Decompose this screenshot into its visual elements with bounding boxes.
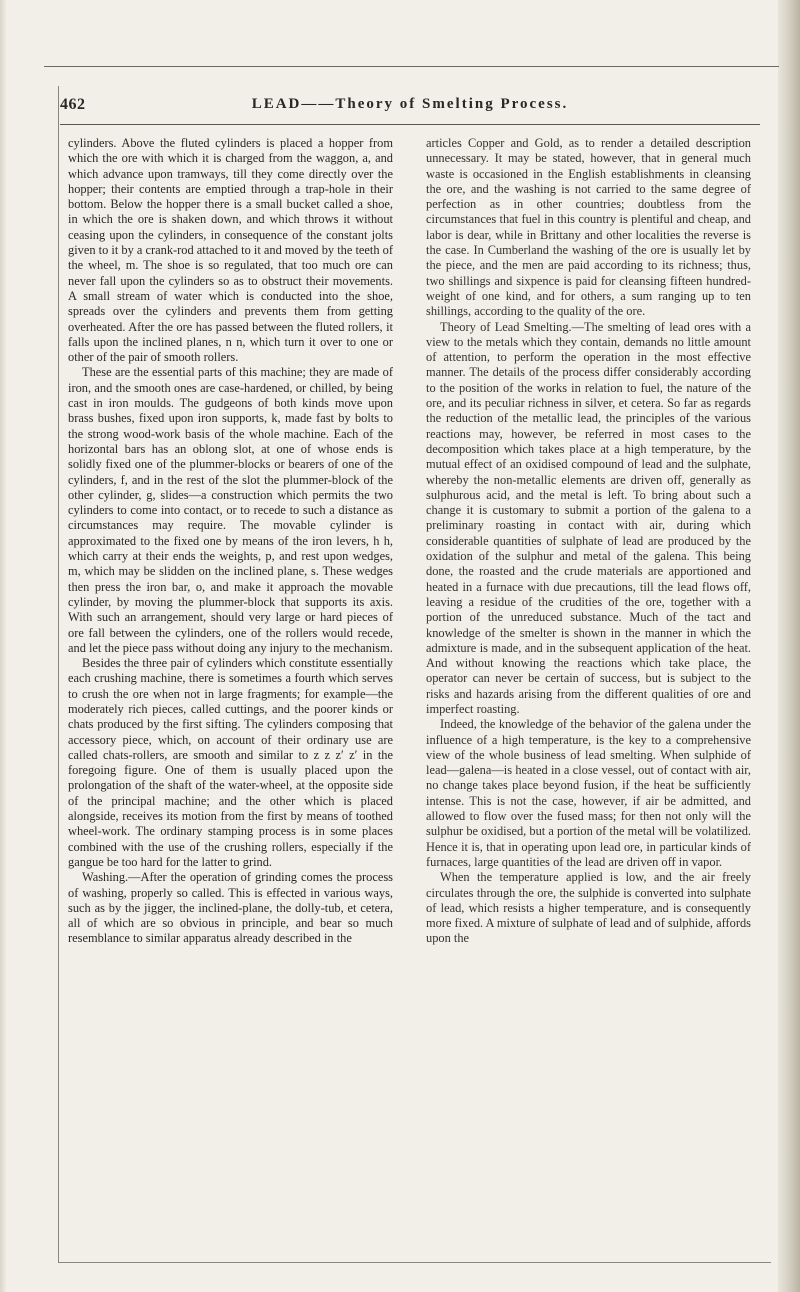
right-paragraph-2: Theory of Lead Smelting.—The smelting of lead ores with a view to the metals which they contain, demands no little amount of attention, to perform the operation in the most effective manner. The details of the process differ considerably according to the position of the works in relation to fuel, the nature of the ore, and its peculiar richness in silver, et cetera. So far as regards the reduction of the metallic lead, the principles of the various reactions may, however, be referred in most cases to the decomposition which takes place at a high temperature, by the mutual effect of an oxidised compound of lead and the sulphate, whereby the non-metallic elements are driven off, generally as sulphurous acid, and the metal is left. To bring about such a change it is customary to submit a portion of the galena to a preliminary roasting in contact with air, during which considerable quantities of sulphate of lead are produced by the oxidation of the sulphur and metal of the galena. This being done, the roasted and the crude materials are apportioned and heated in a furnace with due precautions, till the lead flows off, leaving a residue of the crudities of the ore, together with a portion of the unreduced substance. Much of the tact and knowledge of the smelter is shown in the manner in which the admixture is made, and in the subsequent application of the heat. And without knowing the reactions which take place, the operator can never be certain of success, but is subject to the risks and hazards arising from the different qualities of ore and imperfect roasting.	[426, 319, 751, 716]
right-paragraph-1: articles Copper and Gold, as to render a detailed description unnecessary. It may be stated, however, that in general much waste is occasioned in the English establishments in cleansing the ore, and the washing is not carried to the same degree of perfection as in other countries; doubtless from the circumstances that fuel in this country is plentiful and cheap, and labor is dear, while in Brittany and other localities the reverse is the case. In Cumberland the washing of the ore is usually let by the piece, and the men are paid according to its richness; thus, two shillings and sixpence is paid for cleansing fifteen hundred-weight of one kind, and for others, a sum ranging up to ten shillings, according to the quality of the ore.	[426, 136, 751, 319]
scan-edge-right	[778, 0, 800, 1292]
left-paragraph-1: cylinders. Above the fluted cylinders is placed a hopper from which the ore with which it is charged from the waggon, a, and which advance upon tramways, till they come directly over the hopper; their contents are emptied through a trap-hole in their bottom. Below the hopper there is a small bucket called a shoe, in which the ore is shaken down, and which throws it without ceasing upon the cylinders, in consequence of the constant jolts given to it by a crank-rod attached to it and moved by the teeth of the wheel, m. The shoe is so regulated, that too much ore can never fall upon the cylinders so as to obstruct their movements. A small stream of water which is conducted into the shoe, spreads over the cylinders and prevents them from getting overheated. After the ore has passed between the fluted rollers, it falls upon the inclined planes, n n, which turn it over to one or other of the pair of smooth rollers.	[68, 136, 393, 365]
right-column	[426, 136, 751, 947]
running-head: LEAD——Theory of Smelting Process.	[251, 96, 569, 112]
right-paragraph-4: When the temperature applied is low, and the air freely circulates through the ore, the sulphide is converted into sulphate of lead, which resists a higher temperature, and is consequently more fixed. A mixture of sulphate of lead and of sulphide, affords upon the	[426, 870, 751, 946]
page-header	[60, 96, 760, 120]
left-paragraph-3: Besides the three pair of cylinders which constitute essentially each crushing machine, there is sometimes a fourth which serves to crush the ore when not in large fragments; for example—the moderately rich pieces, called cuttings, and the poorer kinds or chats produced by the first sifting. The cylinders composing that accessory piece, which, on account of their ordinary use are called chats-rollers, are smooth and similar to z z z′ z′ in the foregoing figure. One of them is usually placed upon the prolongation of the shaft of the water-wheel, at the opposite side of the principal machine; and the other which is placed alongside, receives its motion from the first by means of toothed wheel-work. The ordinary stamping process is in some places combined with the use of the crushing rollers, especially if the gangue be too hard for the latter to grind.	[68, 656, 393, 869]
top-rule	[44, 66, 779, 67]
left-column	[68, 136, 393, 947]
left-paragraph-4: Washing.—After the operation of grinding comes the process of washing, properly so called. This is effected in various ways, such as by the jigger, the inclined-plane, the dolly-tub, et cetera, all of which are so obvious in principle, and bear so much resemblance to similar apparatus already described in the	[68, 870, 393, 946]
header-rule	[60, 124, 760, 125]
right-paragraph-3: Indeed, the knowledge of the behavior of the galena under the influence of a high temperature, is the key to a comprehensive view of the whole business of lead smelting. When sulphide of lead—galena—is heated in a close vessel, out of contact with air, no change takes place beyond fusion, if the heat be sufficiently intense. This is not the case, however, if air be admitted, and allowed to flow over the fused mass; for then not only will the sulphur be oxidised, but a portion of the metal will be volatilized. Hence it is, that in operating upon lead ore, in particular kinds of furnaces, large quantities of the lead are driven off in vapor.	[426, 717, 751, 869]
scan-edge-left	[0, 0, 6, 1292]
page-number: 462	[60, 96, 86, 113]
left-paragraph-2: These are the essential parts of this machine; they are made of iron, and the smooth ones are case-hardened, or chilled, by being cast in iron moulds. The gudgeons of both kinds move upon brass bushes, fixed upon iron supports, k, made fast by bolts to the strong wood-work basis of the whole machine. Each of the horizontal bars has an oblong slot, at one of whose ends is solidly fixed one of the plummer-blocks or bearers of one of the cylinders, f, and in the rest of the slot the plummer-block of the other cylinder, g, slides—a construction which permits the two cylinders to come into contact, or to recede to such a distance as circumstances may require. The movable cylinder is approximated to the fixed one by means of the iron levers, h h, which carry at their ends the weights, p, and rest upon wedges, m, which may be slidden on the inclined plane, s. These wedges then press the iron bar, o, and make it approach the movable cylinder, by moving the plummer-block that supports its axis. With such an arrangement, should very large or hard pieces of ore fall between the cylinders, one of the rollers would recede, and let the piece pass without doing any injury to the mechanism.	[68, 365, 393, 655]
